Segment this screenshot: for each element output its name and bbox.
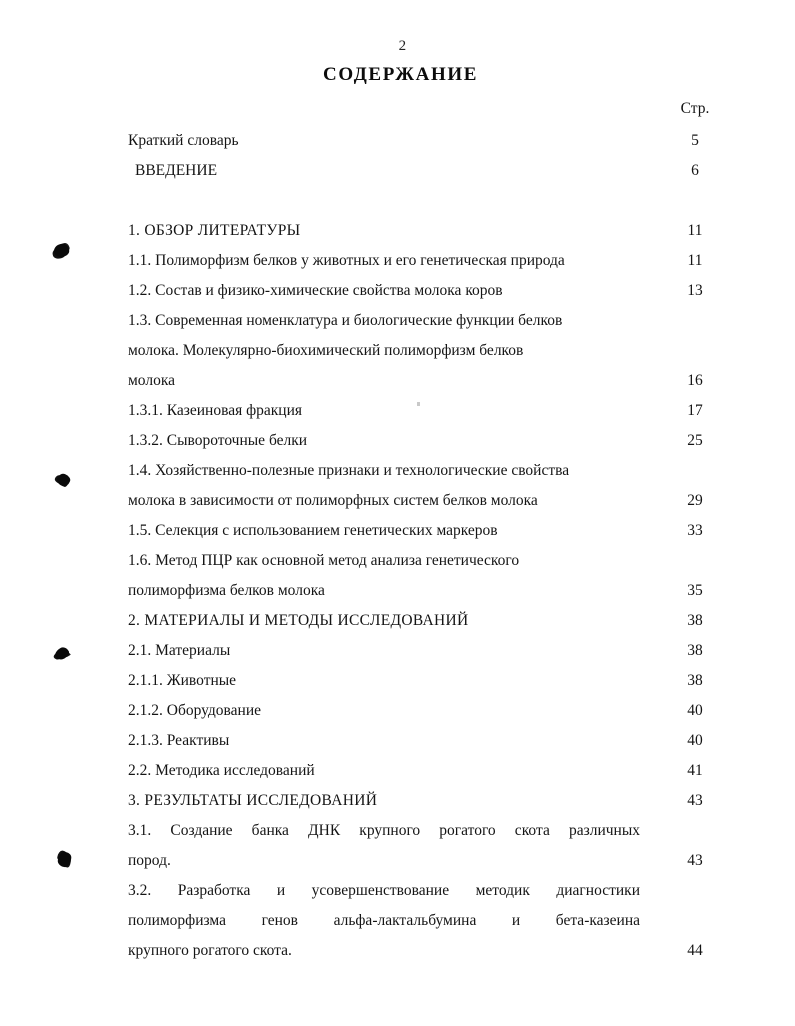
toc-entry-title — [128, 756, 640, 786]
toc-entry[interactable] — [128, 516, 718, 546]
toc-entry-page-number: 38 — [687, 642, 703, 659]
toc-entry-title — [128, 126, 640, 156]
toc-entry[interactable] — [128, 606, 718, 636]
toc-entry[interactable] — [128, 636, 718, 666]
toc-entry-line: полиморфизма белков молока — [128, 582, 325, 599]
toc-entry-line: 1.5. Селекция с использованием генетических маркеров — [128, 522, 498, 539]
toc-entry-page-number: 6 — [691, 162, 699, 179]
toc-entry-page-number: 43 — [687, 792, 703, 809]
ink-blot-artifact — [57, 851, 72, 868]
toc-entry[interactable] — [128, 126, 718, 156]
toc-entry[interactable] — [128, 696, 718, 726]
toc-entry-page-number: 16 — [687, 372, 703, 389]
toc-entry-title — [128, 306, 640, 396]
toc-entry-title — [128, 216, 640, 246]
toc-entry[interactable] — [128, 756, 718, 786]
toc-entry-line: 1.3.1. Казеиновая фракция — [128, 402, 303, 419]
toc-entry-line: 3.1. Создание банка ДНК крупного рогатого скота различных — [128, 822, 640, 839]
toc-entry-line: 2.1. Материалы — [128, 642, 231, 659]
toc-entry-line: молока. Молекулярно-биохимический полиморфизм белков — [128, 342, 524, 359]
ink-blot-artifact — [53, 242, 71, 258]
toc-entry-line: 1.1. Полиморфизм белков у животных и его генетическая природа — [128, 252, 565, 269]
toc-entry-page-number: 13 — [687, 282, 703, 299]
toc-group-front-matter — [128, 126, 718, 186]
toc-entry[interactable] — [128, 396, 718, 426]
toc-entry-title — [128, 456, 640, 516]
toc-entry-page-number: 38 — [687, 612, 703, 629]
toc-entry-page-number: 38 — [687, 672, 703, 689]
toc-entry-title — [128, 396, 640, 426]
toc-entry-title — [128, 876, 640, 966]
page-column-header — [128, 100, 718, 126]
toc-entry-line: Краткий словарь — [128, 132, 239, 149]
toc-entry-page-number: 5 — [691, 132, 699, 149]
toc-entry-title — [128, 666, 640, 696]
toc-entry-page-number: 11 — [687, 252, 703, 269]
toc-entry-page-number: 40 — [687, 732, 703, 749]
toc-entry-title — [128, 816, 640, 876]
toc-entry[interactable] — [128, 786, 718, 816]
toc-entry-page-number: 25 — [687, 432, 703, 449]
toc-entry[interactable] — [128, 816, 718, 876]
toc-entry[interactable] — [128, 666, 718, 696]
toc-entry-line: молока — [128, 372, 176, 389]
toc-entry[interactable] — [128, 246, 718, 276]
toc-entry-line: молока в зависимости от полиморфных систем белков молока — [128, 492, 538, 509]
toc-entry-line: крупного рогатого скота. — [128, 942, 292, 959]
ink-blot-artifact — [55, 472, 72, 488]
toc-entry-page-number: 40 — [687, 702, 703, 719]
toc-entry-line: 1.4. Хозяйственно-полезные признаки и технологические свойства — [128, 462, 570, 479]
toc-entry[interactable] — [128, 276, 718, 306]
toc-entry-page-number: 11 — [687, 222, 703, 239]
toc-entry-page-number: 17 — [687, 402, 703, 419]
toc-entry-line: ВВЕДЕНИЕ — [135, 162, 218, 179]
toc-entry[interactable] — [128, 546, 718, 606]
toc-entry-line: 1.3.2. Сывороточные белки — [128, 432, 308, 449]
toc-entry-line: 1.2. Состав и физико-химические свойства молока коров — [128, 282, 503, 299]
page-folio-number: 2 — [398, 38, 407, 54]
toc-entry-title — [128, 606, 640, 636]
toc-entry-line: 1.6. Метод ПЦР как основной метод анализа генетического — [128, 552, 520, 569]
toc-entry-line: 1. ОБЗОР ЛИТЕРАТУРЫ — [128, 222, 301, 239]
toc-entry-title — [128, 426, 640, 456]
toc-entry-line: 3. РЕЗУЛЬТАТЫ ИССЛЕДОВАНИЙ — [128, 792, 378, 809]
toc-entry-title — [128, 696, 640, 726]
toc-entry[interactable] — [128, 426, 718, 456]
toc-entry[interactable] — [128, 876, 718, 966]
toc-entry-page-number: 43 — [687, 852, 703, 869]
table-of-contents — [128, 100, 718, 966]
toc-group-chapter-3 — [128, 786, 718, 966]
toc-group-chapter-2 — [128, 606, 718, 786]
toc-entry-line: 2.2. Методика исследований — [128, 762, 315, 779]
toc-entry[interactable] — [128, 216, 718, 246]
toc-entry-line: 3.2. Разработка и усовершенствование методик диагностики — [128, 882, 640, 899]
toc-entry-line: 2.1.2. Оборудование — [128, 702, 261, 719]
ink-blot-artifact — [53, 645, 71, 662]
toc-entry-title — [128, 246, 640, 276]
toc-entry-page-number: 29 — [687, 492, 703, 509]
toc-entry-page-number: 41 — [687, 762, 703, 779]
toc-entry-title — [128, 786, 640, 816]
toc-entry-title — [128, 516, 640, 546]
toc-entry[interactable] — [128, 306, 718, 396]
toc-entry-page-number: 33 — [687, 522, 703, 539]
toc-entry-line: 1.3. Современная номенклатура и биологические функции белков — [128, 312, 563, 329]
toc-entry-line: 2.1.3. Реактивы — [128, 732, 230, 749]
toc-entry-page-number: 35 — [687, 582, 703, 599]
page-title: СОДЕРЖАНИЕ — [323, 64, 478, 85]
toc-entry-title — [128, 276, 640, 306]
toc-entry-line: 2. МАТЕРИАЛЫ И МЕТОДЫ ИССЛЕДОВАНИЙ — [128, 612, 469, 629]
toc-entry[interactable] — [128, 456, 718, 516]
toc-entry-line: полиморфизма генов альфа-лактальбумина и бета-казеина — [128, 912, 640, 929]
section-spacer — [128, 186, 718, 216]
page-column-header-label: Стр. — [680, 100, 710, 117]
toc-entry-title — [128, 726, 640, 756]
toc-entry-title — [128, 636, 640, 666]
toc-group-chapter-1 — [128, 216, 718, 606]
toc-entry-title — [128, 546, 640, 606]
toc-entry-line: пород. — [128, 852, 171, 869]
toc-entry[interactable] — [128, 726, 718, 756]
toc-entry-page-number: 44 — [687, 942, 703, 959]
toc-entry-line: 2.1.1. Животные — [128, 672, 237, 689]
toc-entry[interactable] — [128, 156, 718, 186]
toc-entry-title — [128, 156, 647, 186]
